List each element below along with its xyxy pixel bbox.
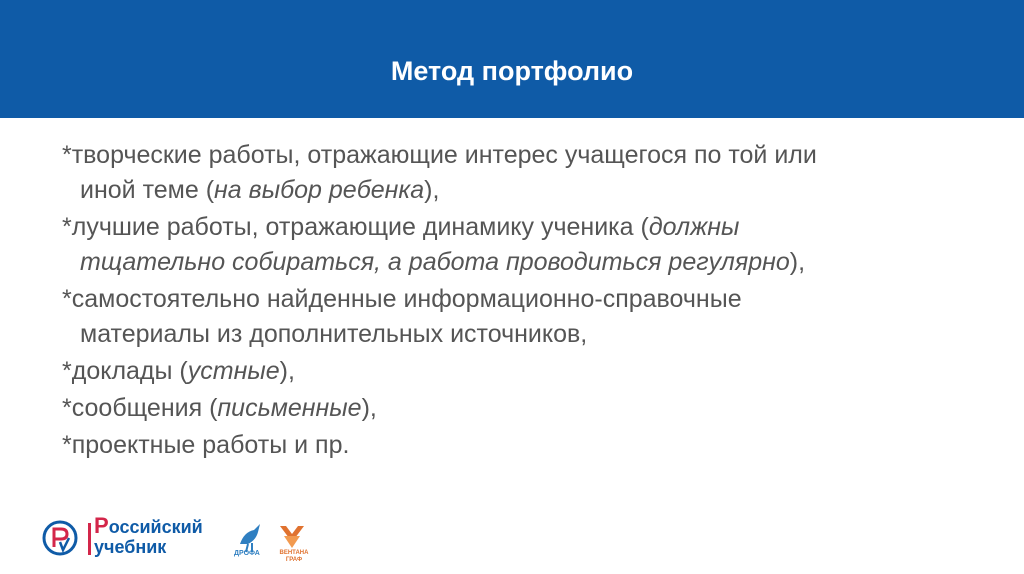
list-item-text: *проектные работы и пр. — [62, 431, 350, 459]
list-item-text: *лучшие работы, отражающие динамику ученика ( — [62, 213, 649, 241]
brand-name — [94, 513, 203, 557]
list-item — [62, 282, 962, 352]
list-item-emphasis: на выбор ребенка — [214, 176, 425, 204]
list-item-text: иной теме ( — [80, 176, 215, 204]
rossiyskiy-uchebnik-logo-icon — [42, 520, 78, 556]
ventana-graf-label-line2: ГРАФ — [285, 557, 303, 563]
brand-name-line2: учебник — [94, 537, 167, 557]
list-item — [62, 210, 962, 280]
list-item-text: *самостоятельно найденные информационно-справочные — [62, 285, 742, 313]
list-item — [62, 138, 962, 208]
list-item-continuation — [62, 245, 962, 280]
list-item-text: *доклады ( — [62, 357, 188, 385]
slide-header — [0, 0, 1024, 118]
list-item-text: ), — [789, 248, 806, 276]
list-item-continuation — [62, 173, 962, 208]
list-item-emphasis: письменные — [217, 394, 362, 422]
list-item-emphasis: устные — [187, 357, 280, 385]
ventana-graf-label-line1: ВЕНТАНА — [279, 550, 309, 556]
slide-title: Метод портфолио — [390, 56, 634, 86]
brand-name-line1: оссийский — [108, 517, 203, 537]
ventana-graf-label — [274, 550, 314, 564]
list-item-text: *творческие работы, отражающие интерес учащегося по той или — [62, 141, 817, 169]
list-item-text: *сообщения ( — [62, 394, 218, 422]
list-item — [62, 391, 962, 426]
list-item-text: ), — [279, 357, 295, 385]
list-item-emphasis: должны — [648, 213, 740, 241]
drofa-label: ДРОФА — [234, 550, 260, 557]
slide-content — [62, 138, 962, 465]
list-item-text: ), — [424, 176, 440, 204]
list-item-emphasis: тщательно собираться, а работа проводиться регулярно — [80, 248, 790, 276]
list-item — [62, 428, 962, 463]
brand-divider — [88, 523, 91, 555]
list-item-continuation: материалы из дополнительных источников, — [80, 320, 588, 348]
list-item-text: ), — [361, 394, 377, 422]
publisher-footer — [42, 514, 322, 564]
brand-initial: Р — [94, 513, 109, 538]
list-item — [62, 354, 962, 389]
